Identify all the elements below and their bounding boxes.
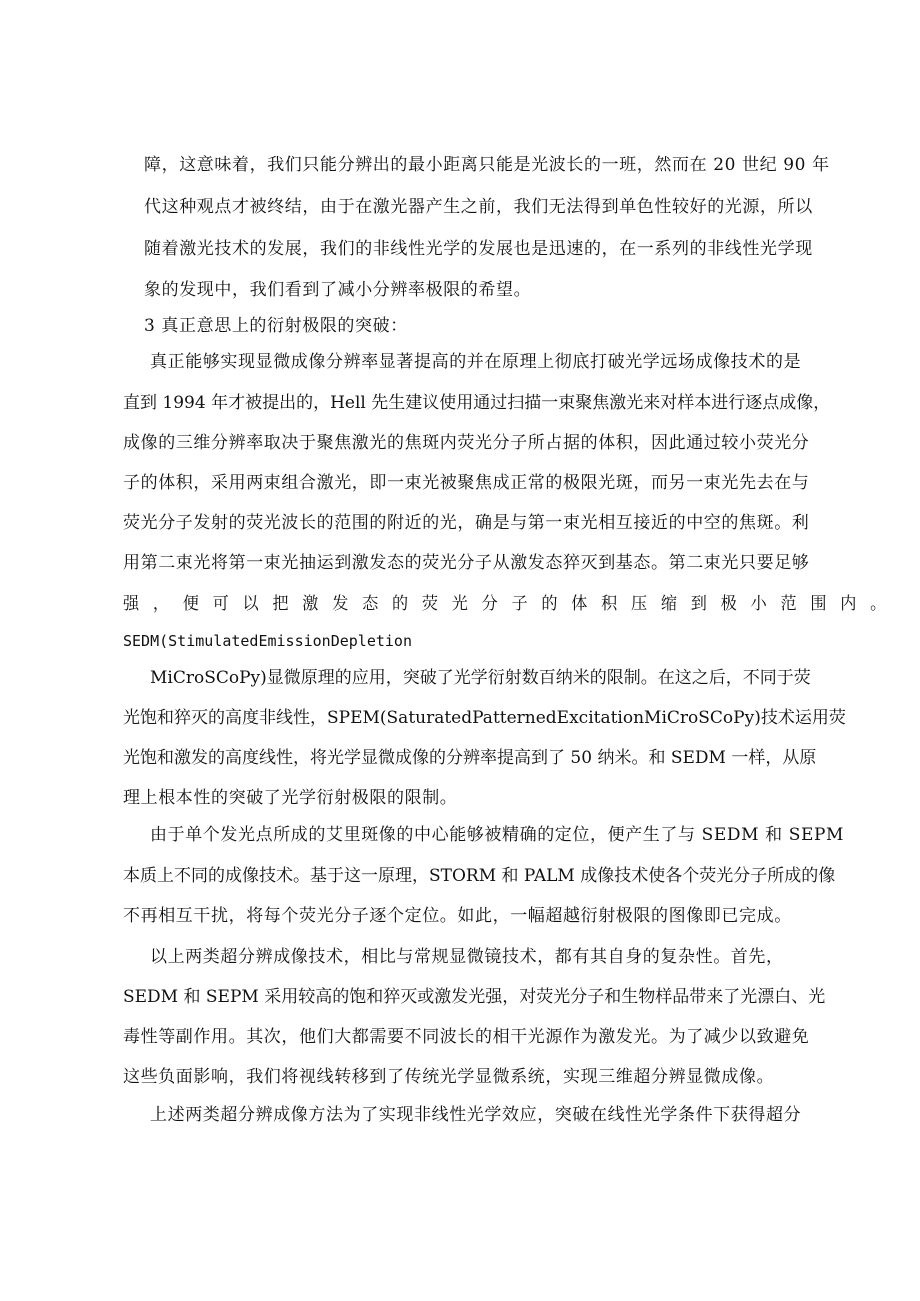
paragraph-line: 强，便可以把激发态的荧光分子的体积压缩到极小范围内。 (123, 594, 900, 614)
section-heading: 3 真正意思上的衍射极限的突破： (144, 316, 408, 336)
paragraph-line: 真正能够实现显微成像分辨率显著提高的并在原理上彻底打破光学远场成像技术的是 (150, 352, 802, 372)
paragraph-line: 由于单个发光点所成的艾里斑像的中心能够被精确的定位，便产生了与 SEDM 和 SEPM (150, 825, 845, 845)
paragraph-line: 代这种观点才被终结，由于在激光器产生之前，我们无法得到单色性较好的光源，所以 (144, 197, 813, 217)
paragraph-line: 子的体积，采用两束组合激光，即一束光被聚焦成正常的极限光斑，而另一束光先去在与 (123, 473, 810, 493)
paragraph-line: MiCroSCoPy)显微原理的应用，突破了光学衍射数百纳米的限制。在这之后，不同于荧 (150, 668, 811, 688)
paragraph-line: 毒性等副作用。其次，他们大都需要不同波长的相干光源作为激发光。为了减少以致避免 (123, 1027, 810, 1047)
paragraph-line: 随着激光技术的发展，我们的非线性光学的发展也是迅速的，在一系列的非线性光学现 (144, 239, 813, 259)
paragraph-line: 以上两类超分辨成像技术，相比与常规显微镜技术，都有其自身的复杂性。首先， (150, 947, 784, 967)
paragraph-line: 上述两类超分辨成像方法为了实现非线性光学效应，突破在线性光学条件下获得超分 (150, 1105, 802, 1125)
paragraph-line: 成像的三维分辨率取决于聚焦激光的焦斑内荧光分子所占据的体积，因此通过较小荧光分 (123, 433, 810, 453)
paragraph-line: 障，这意味着，我们只能分辨出的最小距离只能是光波长的一班，然而在 20 世纪 90 年 (144, 155, 830, 175)
paragraph-line: 象的发现中，我们看到了减小分辨率极限的希望。 (144, 280, 532, 300)
paragraph-line: 荧光分子发射的荧光波长的范围的附近的光，确是与第一束光相互接近的中空的焦斑。利 (123, 513, 810, 533)
paragraph-line: 这些负面影响，我们将视线转移到了传统光学显微系统，实现三维超分辨显微成像。 (123, 1067, 775, 1087)
paragraph-line: 光饱和激发的高度线性，将光学显微成像的分辨率提高到了 50 纳米。和 SEDM 一样，从原 (123, 748, 817, 768)
paragraph-line: 直到 1994 年才被提出的，Hell 先生建议使用通过扫描一束聚焦激光来对样本进行逐点成像， (123, 393, 831, 413)
paragraph-line: SEDM 和 SEPM 采用较高的饱和猝灭或激发光强，对荧光分子和生物样品带来了光漂白、光 (123, 987, 826, 1007)
paragraph-line: 光饱和猝灭的高度非线性，SPEM(SaturatedPatternedExcitationMiCroSCoPy)技术运用荧 (123, 708, 846, 728)
paragraph-line: 本质上不同的成像技术。基于这一原理，STORM 和 PALM 成像技术使各个荧光分子所成的像 (123, 866, 836, 886)
paragraph-line: 不再相互干扰，将每个荧光分子逐个定位。如此，一幅超越衍射极限的图像即已完成。 (123, 906, 792, 926)
paragraph-line: SEDM(StimulatedEmissionDepletion (123, 632, 412, 650)
paragraph-line: 理上根本性的突破了光学衍射极限的限制。 (123, 788, 458, 808)
paragraph-line: 用第二束光将第一束光抽运到激发态的荧光分子从激发态猝灭到基态。第二束光只要足够 (123, 553, 810, 573)
